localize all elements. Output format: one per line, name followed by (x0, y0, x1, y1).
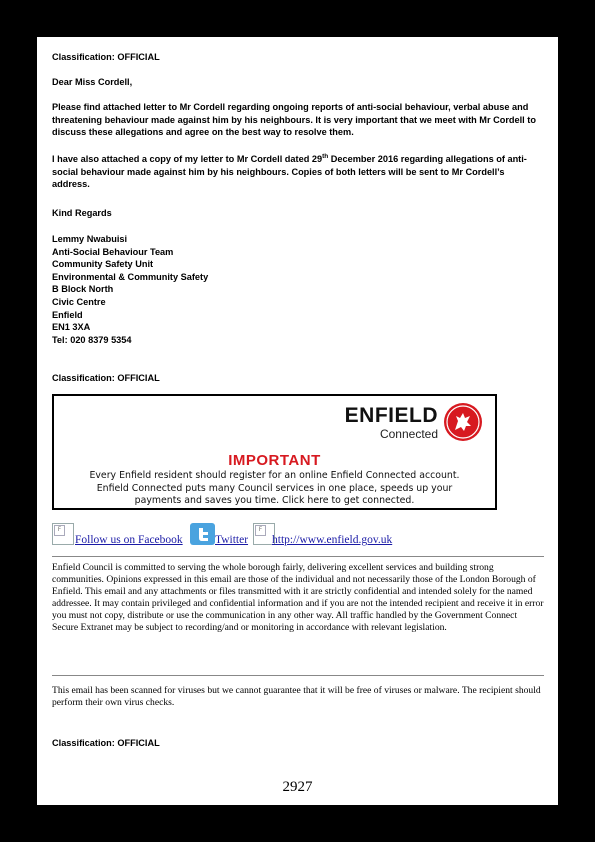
disclaimer: Enfield Council is committed to serving the whole borough fairly, delivering excellent services and building strong communities. Opinions expressed in this email are those of the individual and not necessarily those of the London Borough of Enfield. This email and any attachments or files transmitted with it are strictly confidential and intended solely for the named addressee. It may contain privileged and confidential information and if you are not the intended recipient and receive it in error you must not copy, distribute or use the communication in any other way. All traffic handled by the Government Connect Secure Extranet may be subject to recording/and or monitoring in accordance with relevant legislation. (52, 562, 544, 633)
enfield-logo-text: ENFIELD (344, 404, 438, 427)
paragraph-2-text: I have also attached a copy of my letter to Mr Cordell dated 29 (52, 154, 323, 164)
document-page (37, 37, 558, 805)
banner-line-1: Every Enfield resident should register for an online Enfield Connected account. (89, 470, 460, 481)
classification-bottom: Classification: OFFICIAL (52, 738, 160, 748)
signature-building: Civic Centre (52, 296, 106, 307)
banner-line-2: Enfield Connected puts many Council services in one place, speeds up your (96, 482, 453, 494)
virus-notice: This email has been scanned for viruses but we cannot guarantee that it will be free of viruses or malware. The recipient should perform their own virus checks. (52, 685, 541, 708)
paragraph-2 (52, 153, 544, 191)
signature-block-address: B Block North (52, 284, 114, 295)
signature-name: Lemmy Nwabuisi (52, 234, 128, 244)
ordinal-suffix: th (322, 152, 329, 160)
paragraph-1: Please find attached letter to Mr Cordell regarding ongoing reports of anti-social behaviour, verbal abuse and threatening behaviour made against him by his neighbours. It is very important that we meet with Mr Cordell to discuss these allegations and agree on the best way to resolve them. (52, 102, 536, 138)
dragon-crest-icon (444, 403, 482, 441)
enfield-logo-subtitle: Connected (379, 427, 438, 441)
signature-team: Anti-Social Behaviour Team (52, 246, 174, 257)
page-number: 2927 (282, 779, 313, 795)
greeting: Dear Miss Cordell, (52, 77, 133, 87)
signature-postcode: EN1 3XA (52, 322, 91, 333)
banner-line-3[interactable]: payments and saves you time. Click here to get connected. (134, 495, 415, 506)
broken-image-icon: F (255, 525, 266, 536)
twitter-link[interactable]: Twitter (215, 534, 249, 546)
signature-block (52, 233, 208, 346)
social-links-row (52, 523, 544, 551)
signature-unit: Community Safety Unit (52, 259, 154, 270)
classification-middle: Classification: OFFICIAL (52, 373, 160, 383)
enfield-connected-banner[interactable] (52, 394, 497, 510)
facebook-link[interactable]: Follow us on Facebook (75, 534, 183, 546)
broken-image-icon: F (54, 525, 65, 536)
closing: Kind Regards (52, 208, 112, 218)
paragraph-2-text-cont: December 2016 regarding allegations of anti-social behaviour made against him by his neighbours. Copies of both letters will be sent to Mr Cordell’s address. (52, 154, 527, 190)
twitter-icon[interactable] (190, 523, 215, 545)
divider (52, 675, 544, 676)
divider (52, 556, 544, 557)
classification-top: Classification: OFFICIAL (52, 52, 160, 62)
signature-department: Environmental & Community Safety (52, 271, 209, 282)
signature-phone: Tel: 020 8379 5354 (52, 334, 132, 345)
banner-heading: IMPORTANT (228, 452, 321, 469)
signature-town: Enfield (52, 309, 83, 320)
banner-promo-text (60, 470, 489, 508)
website-link[interactable]: http://www.enfield.gov.uk (272, 534, 393, 546)
facebook-image-icon[interactable] (52, 523, 74, 545)
